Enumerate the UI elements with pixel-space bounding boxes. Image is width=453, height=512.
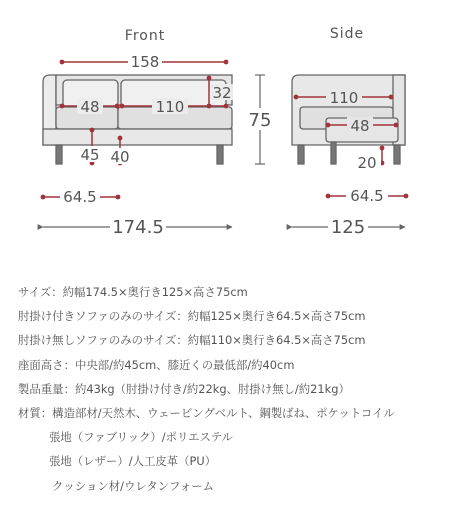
front-dim-158-label: 158 <box>130 53 160 71</box>
dimension-diagram <box>0 0 453 245</box>
side-dim-20-label: 20 <box>357 154 377 172</box>
front-dim-110-label: 110 <box>155 98 185 116</box>
front-dim-45-label: 45 <box>80 146 100 164</box>
front-sofa <box>43 75 232 164</box>
spec-list <box>18 280 448 498</box>
front-dim-64-5-label: 64.5 <box>63 188 97 206</box>
spec-weight: 製品重量：約43kg（肘掛け付き/約22kg、肘掛け無し/約21kg） <box>18 381 350 396</box>
front-title: Front <box>124 28 166 44</box>
side-dim-64-5-label: 64.5 <box>350 187 384 205</box>
side-title: Side <box>329 26 365 42</box>
front-dim-48-label: 48 <box>80 98 100 116</box>
spec-cushion: クッション材/ウレタンフォーム <box>52 478 215 493</box>
spec-seat-height: 座面高さ：中央部/約45cm、膝近くの最低部/約40cm <box>18 357 295 372</box>
height-dim-label: 75 <box>248 110 272 131</box>
spec-leather: 張地（レザー）/人工皮革（PU） <box>49 454 217 469</box>
front-dim-32-label: 32 <box>212 84 232 102</box>
spec-armless-sofa-size: 肘掛け無しソファのみのサイズ：約幅110×奥行き64.5×高さ75cm <box>18 333 366 348</box>
front-dim-40-label: 40 <box>110 148 130 166</box>
spec-fabric: 張地（ファブリック）/ポリエステル <box>49 430 233 445</box>
side-dim-48-label: 48 <box>350 117 370 135</box>
side-total-depth-label: 125 <box>330 217 366 238</box>
spec-armrest-sofa-size: 肘掛け付きソファのみのサイズ：約幅125×奥行き64.5×高さ75cm <box>18 309 366 324</box>
spec-material: 材質：構造部材/天然木、ウェービングベルト、鋼製ばね、ポケットコイル <box>18 405 395 420</box>
spec-size: サイズ：約幅174.5×奥行き125×高さ75cm <box>18 285 248 299</box>
front-total-width-label: 174.5 <box>112 217 164 238</box>
side-dim-110-label: 110 <box>329 89 359 107</box>
